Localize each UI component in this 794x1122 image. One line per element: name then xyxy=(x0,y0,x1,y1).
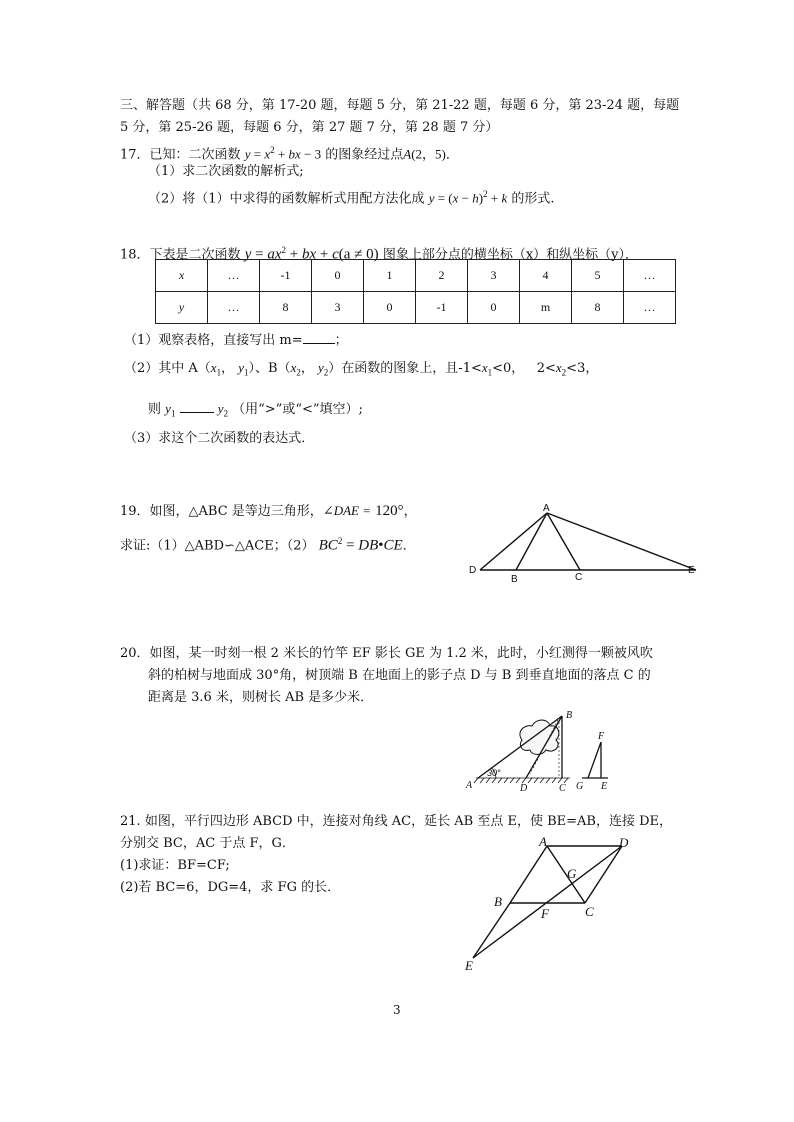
q20-figure xyxy=(458,702,618,794)
table-cell: 3 xyxy=(312,292,364,324)
q21-part2: (2)若 BC=6，DG=4，求 FG 的长． xyxy=(120,880,341,895)
q21-label-a: A xyxy=(539,834,547,849)
table-cell: 3 xyxy=(468,260,520,292)
table-cell: 5 xyxy=(572,260,624,292)
q19-label-d: D xyxy=(469,565,477,576)
page-number: 3 xyxy=(393,1003,401,1017)
q18-part2: （2）其中 $A(x_1$， $y_1$）、$B(x_2$， $y_2$）在函数的图象上，且$-1<x_1<0$， $2<x_2<3$， xyxy=(124,360,599,378)
q19-segment-ae xyxy=(547,513,696,570)
q21-label-e: E xyxy=(465,958,473,973)
q21-segment-be xyxy=(473,903,510,958)
q19-segment-ad xyxy=(480,513,547,570)
q17-part2: （2）将（1）中求得的函数解析式用配方法化成 $y = (x - h)^2 + k$ 的形式. xyxy=(148,189,555,207)
table-cell: 8 xyxy=(572,292,624,324)
table-cell: 1 xyxy=(364,260,416,292)
q21-number: 21. xyxy=(120,814,141,829)
q17-number: 17． xyxy=(120,147,150,163)
q21-label-b: B xyxy=(494,894,502,909)
q18-part2-b: ）、B（ xyxy=(248,361,291,376)
q18-part1 xyxy=(124,332,348,349)
q17-stem: 17．已知：二次函数 $y = x^2$ + bx − 3 的图象经过点A(2，5)． xyxy=(120,145,459,163)
q19-angle-value: 120° xyxy=(375,503,404,519)
q18-stem: 18．下表是二次函数 $y = ax^2$ + bx + c(a ≠ 0) 图象上部分点的横坐标（x）和纵坐标（y）． xyxy=(120,245,639,263)
q20-text-line2: 斜的柏树与地面成 30°角，树顶端 B 在地面上的影子点 D 与 B 到垂直地面的落点 C 的 xyxy=(148,668,651,683)
q20-label-b: B xyxy=(566,710,573,721)
q17-part1: （1）求二次函数的解析式; xyxy=(148,164,304,179)
table-cell: -1 xyxy=(416,292,468,324)
q21-figure xyxy=(455,832,645,972)
q19-proof: 求证:（1）△ABD∽△ACE；（2） $BC^2$ = DB•CE． xyxy=(120,536,416,554)
q19-equation: BC xyxy=(318,537,338,554)
table-cell: … xyxy=(208,260,260,292)
q18-part2-line2-b: （用“>”或“<”填空）; xyxy=(232,402,363,417)
q18-part2-line2: 则 $y_1$ $y_2$ （用“>”或“<”填空）; xyxy=(148,401,363,419)
q19-stem-end: ， xyxy=(403,504,417,519)
table-row xyxy=(156,260,676,292)
table-cell: 0 xyxy=(312,260,364,292)
q20-label-g: G xyxy=(576,781,584,792)
q18-stem-b: 图象上部分点的横坐标（x）和纵坐标（y）． xyxy=(382,247,639,263)
q17-vertex-form: y xyxy=(428,190,435,206)
table-row xyxy=(156,292,676,324)
section-header-line1: 三、解答题（共 68 分，第 17-20 题，每题 5 分，第 21-22 题，每题 6 分，第 23-24 题，每题 xyxy=(120,98,680,113)
q20-angle-label: 30° xyxy=(487,768,501,778)
q20-tree-crown-icon xyxy=(520,720,559,755)
q20-label-c: C xyxy=(559,783,566,794)
q17-coords: (2，5) xyxy=(411,146,446,162)
q19-label-a: A xyxy=(543,503,550,514)
q20-label-e: E xyxy=(601,781,608,792)
q18-part2-d: <0， xyxy=(492,361,525,376)
q18-part2-e: 2< xyxy=(536,361,556,376)
answer-blank xyxy=(180,401,214,413)
q18-stem-a: 下表是二次函数 xyxy=(149,247,241,263)
table-cell: … xyxy=(624,292,676,324)
q21-label-f: F xyxy=(541,906,549,921)
q19-label-c: C xyxy=(575,572,583,583)
table-cell: 2 xyxy=(416,260,468,292)
q21-text-line2: 分别交 BC，AC 于点 F，G． xyxy=(120,836,295,851)
q18-part2-a: （2）其中 A（ xyxy=(124,361,211,376)
q17-part2-a: （2）将（1）中求得的函数解析式用配方法化成 xyxy=(148,191,425,207)
q21-line1 xyxy=(120,814,672,830)
q20-shadow-ray-fg xyxy=(588,742,601,778)
answer-blank xyxy=(303,332,335,344)
q18-part3: （3）求这个二次函数的表达式． xyxy=(124,431,315,446)
q21-label-d: D xyxy=(619,835,629,850)
q20-text-line3: 距离是 3.6 米，则树长 AB 是多少米． xyxy=(148,690,374,705)
table-cell: 4 xyxy=(520,260,572,292)
q18-part1-b: ； xyxy=(334,333,348,348)
q19-segment-ab xyxy=(516,513,547,570)
q19-segment-ac xyxy=(547,513,580,570)
q18-part1-a: （1）观察表格，直接写出 m= xyxy=(124,333,303,348)
q17-stem-a: 已知：二次函数 xyxy=(149,147,241,163)
q17-point: A xyxy=(403,146,412,162)
q20-label-f: F xyxy=(598,731,605,742)
q19-angle: ∠DAE = xyxy=(322,503,371,518)
q20-text-line1: 如图，某一时刻一根 2 米长的竹竿 EF 影长 GE 为 1.2 米，此时，小红测得一颗被风吹 xyxy=(149,646,653,661)
q19-proof-b: ． xyxy=(402,538,416,554)
q19-figure xyxy=(460,500,710,590)
q21-text-line1: 如图，平行四边形 ABCD 中，连接对角线 AC，延长 AB 至点 E，使 BE=AB，连接 DE， xyxy=(144,814,672,829)
q19-stem xyxy=(120,503,417,520)
section-header-line2: 5 分，第 25-26 题，每题 6 分，第 27 题 7 分，第 28 题 7 分） xyxy=(120,120,499,135)
q17-stem-b: 的图象经过点 xyxy=(325,147,404,163)
table-cell: … xyxy=(624,260,676,292)
q20-label-d: D xyxy=(520,783,528,794)
q20-label-a: A xyxy=(466,780,473,791)
table-cell: y xyxy=(156,292,208,324)
table-cell: 8 xyxy=(260,292,312,324)
q19-label-e: E xyxy=(688,565,695,576)
q20-line1 xyxy=(120,646,653,662)
q17-end: ． xyxy=(445,147,459,163)
q21-label-c: C xyxy=(585,904,594,919)
q18-function-formula: y xyxy=(244,246,252,263)
q18-number: 18． xyxy=(120,247,150,263)
q21-diagonal-ac xyxy=(547,846,585,903)
q18-part2-line2-a: 则 xyxy=(148,402,162,417)
table-cell: … xyxy=(208,292,260,324)
q19-proof-a: 求证:（1）△ABD∽△ACE；（2） xyxy=(120,538,315,554)
q20-number: 20． xyxy=(120,646,150,661)
table-cell: x xyxy=(156,260,208,292)
table-cell: 0 xyxy=(364,292,416,324)
q21-label-g: G xyxy=(567,866,577,881)
table-cell: -1 xyxy=(260,260,312,292)
q18-part2-f: <3， xyxy=(566,361,599,376)
q18-sep: ， xyxy=(221,361,235,376)
q21-part1: (1)求证：BF=CF; xyxy=(120,858,230,873)
q18-part2-c: ）在函数的图象上，且-1< xyxy=(328,361,482,376)
q19-label-b: B xyxy=(511,574,518,585)
q18-sep: ， xyxy=(300,361,314,376)
table-cell: 0 xyxy=(468,292,520,324)
q17-part2-b: 的形式. xyxy=(511,191,555,207)
q18-value-table xyxy=(155,259,676,324)
q21-segment-cd xyxy=(585,846,622,903)
q19-number: 19． xyxy=(120,504,150,519)
table-cell: m xyxy=(520,292,572,324)
q19-stem-a: 如图，△ABC 是等边三角形， xyxy=(149,504,323,519)
q17-function-formula: y xyxy=(244,146,251,162)
q21-segment-ab xyxy=(510,846,547,903)
